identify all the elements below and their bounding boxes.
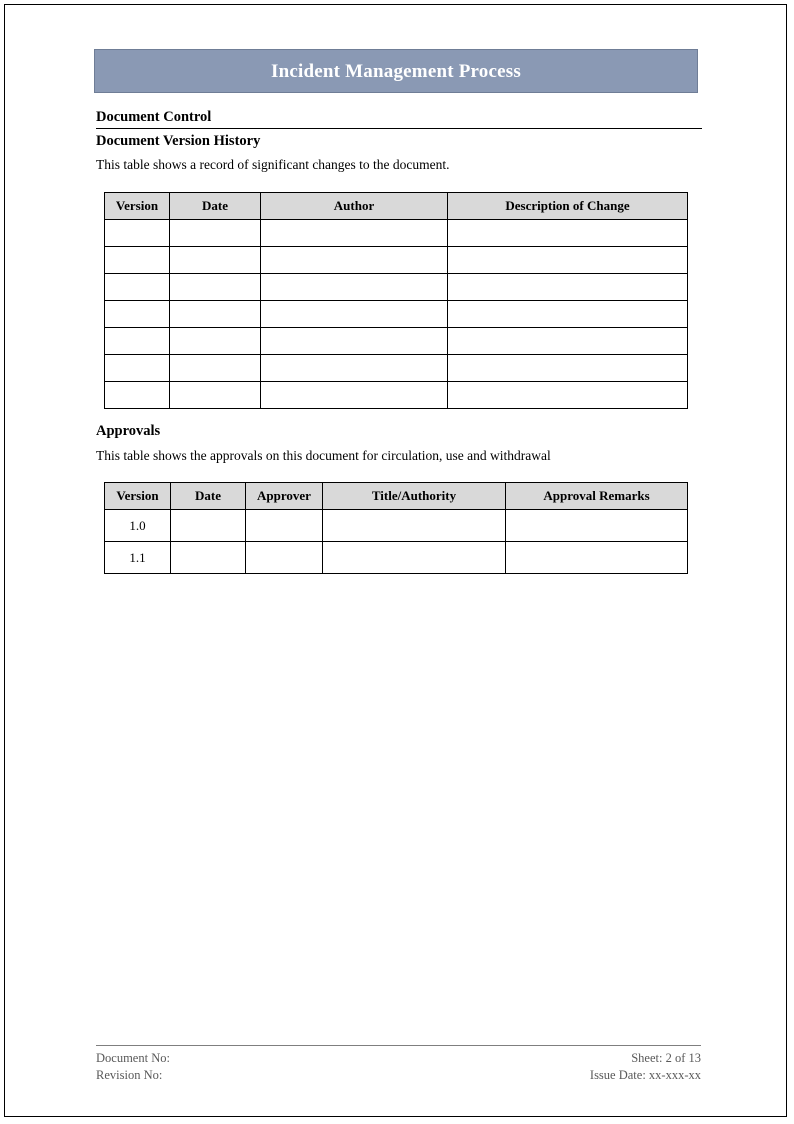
cell-version[interactable] bbox=[105, 220, 170, 247]
column-header-author: Author bbox=[261, 193, 448, 220]
version-history-table bbox=[104, 192, 688, 409]
footer-right bbox=[590, 1050, 701, 1084]
column-header-date: Date bbox=[170, 193, 261, 220]
footer-revision-no: Revision No: bbox=[96, 1067, 163, 1082]
column-header-title-authority: Title/Authority bbox=[323, 483, 506, 510]
cell-description[interactable] bbox=[448, 274, 688, 301]
cell-description[interactable] bbox=[448, 328, 688, 355]
column-header-version: Version bbox=[105, 483, 171, 510]
cell-description[interactable] bbox=[448, 355, 688, 382]
table-row bbox=[105, 510, 688, 542]
column-header-description-of-change: Description of Change bbox=[448, 193, 688, 220]
cell-approver[interactable] bbox=[246, 510, 323, 542]
approvals-table bbox=[104, 482, 688, 574]
table-header-row bbox=[105, 193, 688, 220]
cell-date[interactable] bbox=[170, 220, 261, 247]
heading-document-version-history: Document Version History bbox=[96, 133, 261, 149]
document-title-banner bbox=[94, 49, 698, 93]
table-row bbox=[105, 328, 688, 355]
cell-version[interactable] bbox=[105, 301, 170, 328]
footer-document-no: Document No: bbox=[96, 1051, 170, 1065]
footer-left bbox=[96, 1050, 170, 1084]
cell-version[interactable] bbox=[105, 328, 170, 355]
cell-description[interactable] bbox=[448, 247, 688, 274]
page-title: Incident Management Process bbox=[271, 60, 521, 82]
cell-author[interactable] bbox=[261, 382, 448, 409]
heading-document-control: Document Control bbox=[96, 109, 702, 129]
cell-date[interactable] bbox=[170, 382, 261, 409]
cell-date[interactable] bbox=[171, 542, 246, 574]
table-row bbox=[105, 247, 688, 274]
heading-approvals: Approvals bbox=[96, 423, 161, 439]
table-row bbox=[105, 355, 688, 382]
table-row bbox=[105, 220, 688, 247]
cell-version[interactable]: 1.0 bbox=[105, 510, 171, 542]
cell-description[interactable] bbox=[448, 220, 688, 247]
table-row bbox=[105, 274, 688, 301]
cell-version[interactable] bbox=[105, 355, 170, 382]
column-header-version: Version bbox=[105, 193, 170, 220]
cell-date[interactable] bbox=[170, 328, 261, 355]
cell-title-authority[interactable] bbox=[323, 510, 506, 542]
table-row bbox=[105, 542, 688, 574]
cell-approval-remarks[interactable] bbox=[506, 542, 688, 574]
cell-author[interactable] bbox=[261, 274, 448, 301]
column-header-date: Date bbox=[171, 483, 246, 510]
cell-description[interactable] bbox=[448, 301, 688, 328]
document-page bbox=[4, 4, 787, 1117]
cell-version[interactable]: 1.1 bbox=[105, 542, 171, 574]
footer-sheet-number: Sheet: 2 of 13 bbox=[631, 1051, 701, 1065]
cell-date[interactable] bbox=[170, 355, 261, 382]
cell-version[interactable] bbox=[105, 274, 170, 301]
cell-version[interactable] bbox=[105, 382, 170, 409]
cell-author[interactable] bbox=[261, 328, 448, 355]
cell-date[interactable] bbox=[171, 510, 246, 542]
cell-date[interactable] bbox=[170, 274, 261, 301]
approvals-intro-text: This table shows the approvals on this document for circulation, use and withdrawal bbox=[96, 448, 551, 463]
table-header-row bbox=[105, 483, 688, 510]
cell-version[interactable] bbox=[105, 247, 170, 274]
footer-issue-date: Issue Date: xx-xxx-xx bbox=[589, 1067, 701, 1082]
cell-title-authority[interactable] bbox=[323, 542, 506, 574]
version-history-intro-text: This table shows a record of significant changes to the document. bbox=[96, 157, 450, 172]
column-header-approval-remarks: Approval Remarks bbox=[506, 483, 688, 510]
cell-author[interactable] bbox=[261, 355, 448, 382]
cell-author[interactable] bbox=[261, 301, 448, 328]
cell-date[interactable] bbox=[170, 301, 261, 328]
cell-description[interactable] bbox=[448, 382, 688, 409]
table-row bbox=[105, 301, 688, 328]
cell-approver[interactable] bbox=[246, 542, 323, 574]
cell-date[interactable] bbox=[170, 247, 261, 274]
page-footer bbox=[96, 1045, 701, 1084]
cell-author[interactable] bbox=[261, 247, 448, 274]
column-header-approver: Approver bbox=[246, 483, 323, 510]
cell-author[interactable] bbox=[261, 220, 448, 247]
cell-approval-remarks[interactable] bbox=[506, 510, 688, 542]
table-row bbox=[105, 382, 688, 409]
